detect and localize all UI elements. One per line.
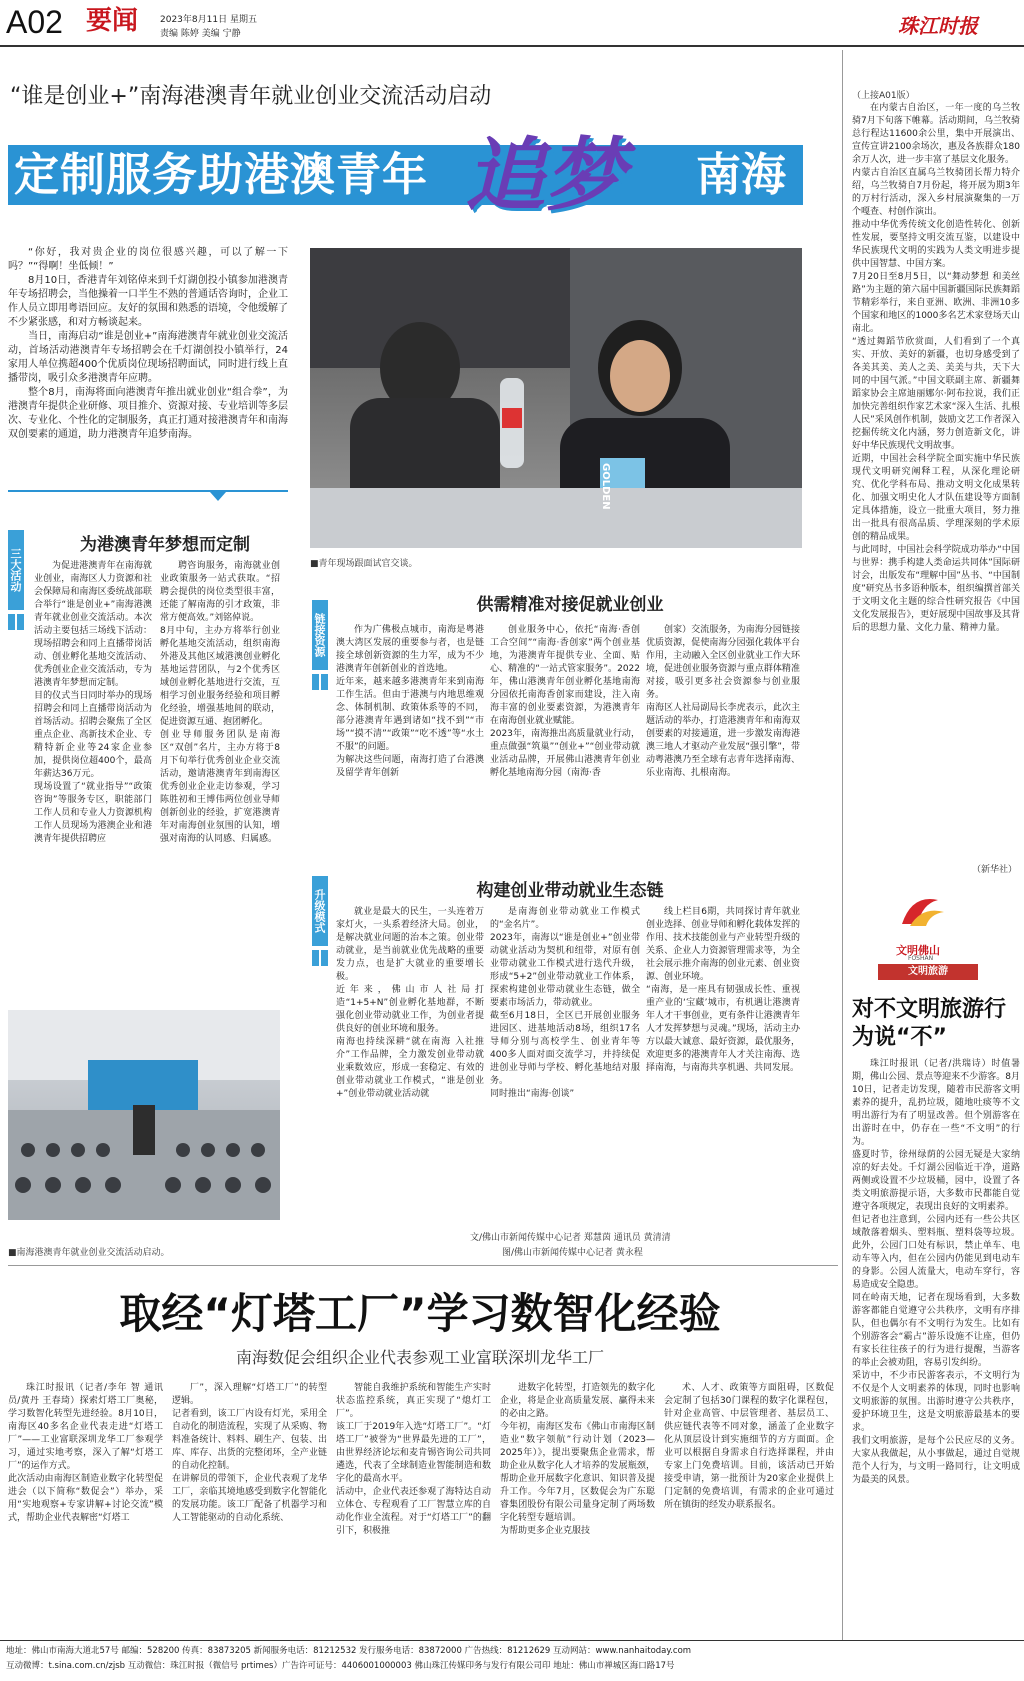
page-header: [0, 0, 1024, 44]
bottom-subhead: 南海数促会组织企业代表参观工业富联深圳龙华工厂: [235, 1348, 604, 1367]
bottom-col2: 厂”，深入理解“灯塔工厂”的转型逻辑。 记者看到，该工厂内设有灯光，采用全自动化的制造流程，实现了从采购、物料准备统计、料料、刷生产、包装、出库、库存、出货的完整闭环，全产业链的自动化控制。 在讲解员的带领下，企业代表观了龙华工厂，亲临其境地感受到数字化智能化的发展功能。该工厂配备了机器学习和人工智能驱动的自动化系统、: [172, 1383, 327, 1523]
side-label-resources: 链接资源: [312, 600, 328, 670]
bottom-col4: 进数字化转型，打造领先的数字化企业，将是企业高质量发展、赢得未来的必由之路。 今年初，南海区发布《佛山市南海区制造业“数字领航”行动计划（2023—2025年）》，提出要聚焦企业需求，帮助企业从数字化人才培养的发展瓶颈，帮助企业开展数字化意识、知识普及提升工作。今年7月，区数促会为广东聪睿集团股份有限公司量身定制了两场数字化转型专题培训。 为帮助更多企业克服技: [500, 1383, 655, 1536]
photo2-caption: ■南海港澳青年就业创业交流活动启动。: [8, 1248, 170, 1258]
intro-chevron-icon: [210, 492, 226, 501]
section-name: 要闻: [86, 6, 139, 36]
section2-col3: 创家）交流服务，为南海分园链接优质资源，促使南海分园强化载体平台作用，主动融入全区创业就业工作大环境，促进创业服务资源与重点群体精准对接，吸引更多社会资源参与创业服务。 南海区人社局副局长李虎表示，此次主题活动的举办，打造港澳青年和南海双创要素的对接通道，进一步激发南海港澳三地人才驱动产业发展“强引擎”，带动粤港澳乃至全球有志青年选择南海、乐业南海、扎根南海。: [646, 625, 800, 778]
section1-col2: 聘咨询服务，南海就业创业政策服务一站式获取。“招聘会提供的岗位类型很丰富，还能了解南海的引才政策，非常方便高效。”刘铭倬说。 8月中旬，主办方将举行创业孵化基地交流活动，组织南海外港及其他区域港澳创业孵化基地运营团队，与2个优秀区域创业孵化基地进行交流，互相学习创业服务经验和项目孵化经验，增强基地间的联动，促进资源互通、抱团孵化。 创业导师服务团队是南海区“双创”名片，主办方将于8月下旬举行优秀创业企业交流活动，邀请港澳青年到南海区优秀创业企业走访参观，学习陈胜初和王博伟两位创业导师创新创业的经验，扩宽港澳青年对南海创业氛围的认知，增强对南海的认同感、归属感。: [160, 561, 280, 844]
bottom-col1: 珠江时报讯（记者/李年 智 通讯员/黄丹 王春琦）探索灯塔工厂奥秘，学习数智化转型先进经验。8月10日，南海区40多名企业代表走进“灯塔工厂”——工业富联深圳龙华工厂参观学习，通过实地考察，深入了解“灯塔工厂”的运作方式。 此次活动由南海区制造业数字化转型促进会（以下简称“数促会”）举办，采用“实地观察+专家讲解+讨论交流”模式，帮助企业代表解密“灯塔工: [8, 1383, 163, 1523]
side-deco-2: [312, 674, 328, 690]
section2-col1: 作为广佛极点城市，南海是粤港澳大湾区发展的重要参与者，也是链接全球创新资源的生力军，成为不少港澳青年创新创业的首选地。 近年来，越来越多港澳青年来到南海工作生活。但由于港澳与内地思维观念、体制机制、政策体系等的不同，部分港澳青年遇到诸如“找不到”“市场”“摸不清”“政策”“吃不透”等“水土不服”的问题。 为解决这些问题，南海打造了台港澳及留学青年创新: [336, 625, 484, 778]
header-rule: [0, 45, 1024, 47]
section1-title: 为港澳青年梦想而定制: [80, 535, 250, 555]
editors: 责编 陈婷 美编 宁静: [160, 29, 241, 39]
paper-logo: 珠江时报: [898, 14, 978, 38]
section2-col2: 创业服务中心，依托“南海·香创工合空间”“南海·香创家”两个创业基地，为港澳青年提供专业、全面、贴心、精准的“一站式管家服务”。2022年，佛山港澳青年创业孵化基地南海分园依托南海香创家而建设，注入南海丰富的创业要素资源，为港澳青年在南海创业就业赋能。 2023年，南海推出高质量就业行动，重点做强“筑巢”“创业+”“创业带动就业活动品牌，开展佛山港澳青年创业孵化基地南海分园（南海·香: [490, 625, 640, 778]
bottom-divider: [8, 1265, 838, 1266]
photo-launch-event: [8, 1010, 280, 1220]
continued-note: （上接A01版）: [852, 91, 915, 101]
intro-p1: “你好，我对贵企业的岗位很感兴趣，可以了解一下吗？”“得啊！坐低倾！”: [8, 247, 288, 272]
section1-col1: 为促进港澳青年在南海就业创业，南海区人力资源和社会保障局和南海区委统战部联合举行“谁是创业+”南海港澳青年就业创业交流活动。本次活动主要包括三场线下活动：现场招聘会和同上直播带岗活动、创业孵化基地交流活动、优秀创业企业交流活动，专为港澳青年梦想而定制。 目的仪式当日同时举办的现场招聘会和同上直播带岗活动为首场活动。招聘会聚焦了全区重点企业、高新技术企业、专精特新企业等24家企业参加，提供岗位超400个，最高年薪达36万元。 现场设置了“就业指导”“政策咨询”等服务专区，职能部门工作人员和专业人力资源机构工作人员现场为港澳企业和港澳青年提供招聘应: [34, 561, 152, 844]
photo1-caption: ■青年现场跟面试官交谈。: [310, 559, 418, 569]
section3-col3: 线上栏目6期，共同探讨青年就业创业选择、创业导师和孵化载体发挥的作用、技术技能创业与产业转型升级的关系、企业人力资源管理需求等，为全社会展示推介南海的创业元素、创业资源、创业环境。 “南海，是一座具有韧强成长性、重视重产业的‘宝藏’城市，有机遇让港澳青年人才干事创业，更有条件让港澳青年人才发挥梦想与灵魂。”现场，活动主办方以最大诚意、最好资源，最优服务，欢迎更多的港澳青年人才关注南海、选择南海，与南海共享机遇、共同发展。: [646, 907, 800, 1073]
intro-p4: 整个8月，南海将面向港澳青年推出就业创业“组合拳”，为港澳青年提供企业研修、项目推介、资源对接、专业培训等多层次、专业化、个性化的定制服务，真正打通对接港澳青年和南海双创要素的通道，助力港澳青年追梦南海。: [8, 387, 288, 440]
headline-part-c: 南海: [696, 148, 787, 201]
footer-rule: [0, 1640, 1024, 1641]
bottle-label: GOLDEN: [600, 463, 611, 510]
section3-title: 构建创业带动就业生态链: [476, 881, 664, 901]
bottom-col3: 智能自我维护系统和智能生产实时状态监控系统，真正实现了“熄灯工厂”。 该工厂于2019年入选“灯塔工厂”。“灯塔工厂”被誉为“世界最先进的工厂”，由世界经济论坛和麦肯锡咨询公司共同遴选，代表了全球制造业智能制造和数字化的最高水平。 活动中，企业代表还参观了海特达自动立体仓、专程观看了工厂智慧立库的自动化作业全流程。对于“灯塔工厂”的翻引下，积极推: [336, 1383, 491, 1536]
intro-divider: [8, 490, 288, 492]
right-source: （新华社）: [972, 865, 1018, 875]
logo-name: 文明佛山: [896, 944, 940, 957]
intro-text: [8, 246, 288, 486]
page-number: A02: [6, 4, 63, 40]
logo-mark-icon: [892, 890, 952, 930]
footer-line1: 地址：佛山市南海大道北57号 邮编：528200 传真：83873205 新闻服务电话：81212532 发行服务电话：83872000 广告热线：81212629 互动网站：www.nanhaitoday.com: [6, 1646, 692, 1656]
issue-date: 2023年8月11日 星期五: [160, 15, 257, 25]
section3-col1: 就业是最大的民生，一头连着万家灯火，一头系着经济大局。创业，是解决就业问题的治本之策。创业带动就业，是当前就业优先战略的重要发力点，也是扩大就业的重要增长极。 近年来，佛山市人社局打造“1+5+N”创业孵化基地群，不断强化创业带动就业工作，为创业者提供良好的创业环境和服务。 南海也持续深耕“就在南海 入社推介”工作品牌，全力激发创业带动就业乘数效应，形成一套稳定、有效的创业带动就业工作模式，“谁是创业+”创业带动就业活动就: [336, 907, 484, 1099]
headline-part-a: 定制服务助港澳青年: [14, 148, 429, 201]
footer-line2: 互动微博：t.sina.com.cn/zjsb 互动微信：珠江时报（微信号 prtimes）广告许可证号：4406001000003 佛山珠江传媒印务与发行有限公司印 地址：佛山市禅城区海口路17号: [6, 1661, 675, 1671]
right-col-divider: [842, 50, 843, 1640]
bottom-col5: 术、人才、政策等方面阻碍，区数促会定制了包括30门课程的数字化课程包，针对企业高管、中层管理者、基层员工、供应链代表等不同对象，涵盖了企业数字化从顶层设计到实施细节的方方面面。企业可以根据自身需求自行选择课程，并由专家上门免费培训。目前，该活动已开始接受申请，第一批预计为20家企业提供上门定制的免费培训，有需求的企业可通过所在镇街的经发办联系报名。: [664, 1383, 834, 1510]
headline-part-b: 追梦: [465, 128, 625, 222]
logo-sub: FOSHAN: [908, 955, 934, 962]
band-civilized-travel: 文明旅游: [878, 964, 978, 980]
right-body: 在内蒙古自治区，一年一度的乌兰牧骑7月下旬落下帷幕。活动期间，乌兰牧骑总行程达11600余公里，集中开展演出、宣传宣讲2100余场次，惠及各族群众180余万人次，进一步丰富了基层文化服务。 内蒙古自治区直属乌兰牧骑团长帮力特介绍，乌兰牧骑自7月份起，将开展为期3年的万村行活动，深入乡村展演聚集的一万个嘎查、村创作演出。 推动中华优秀传统文化创造性转化、创新性发展，要坚持文明交流互鉴，以建设中华民族现代文明的实践为人类文明进步提供中国智慧、中国方案。 7月20日至8月5日，以“舞动梦想 和美丝路”为主题的第六届中国新疆国际民族舞蹈节精彩举行，来自亚洲、欧洲、非洲10多个国家和地区的1000多名艺术家登场天山南北。 “透过舞蹈节欣赏面，人们看到了一个真实、开放、美好的新疆，也切身感受到了各美其美、美人之美、美美与共，天下大同的中国气派。”中国文联副主席、新疆舞蹈家协会主席迪丽娜尔·阿布拉说，我们正加快完善组织作家艺术家“深入生活、扎根人民”采风创作机制，鼓励文艺工作者深入挖掘传统文化内涵，努力创造新文化，讲好中华民族现代文明故事。 近期，中国社会科学院全面实施中华民族现代文明研究阐释工程，从深化理论研究、优化学科布局、推动文明文化成果转化、加强文明史化人才队伍建设等方面制定具体措施，设立一批重大项目，努力推出一批具有很高品质、学理深刻的学术原创的精品成果。 与此同时，中国社会科学院成功举办“中国与世界：携手构建人类命运共同体”国际研讨会，出版发布“理解中国”丛书、“中国制度”研究丛书多语种版本，组织编撰首部关于文明文化主题的综合性研究报告《中国文化发展报告》，更好展现中国故事及其背后的思想力量、文化力量、精神力量。: [852, 103, 1020, 633]
credits-photo: 图/佛山市新闻传媒中心记者 黄永程: [502, 1248, 643, 1258]
side-label-upgrade: 升级模式: [312, 876, 328, 946]
right-body2: 珠江时报讯（记者/洪瑞诗）时值暑期，佛山公园、景点等迎来不少游客。8月10日，记者走访发现，随着市民游客文明素养的提升，乱扔垃圾，随地吐痰等不文明出游行为有了明显改善。但个别游客在出游时在中，仍存在一些“不文明”的行为。 盛夏时节，徐州绿荫的公园无疑是大家纳凉的好去处。千灯湖公园临近干净，道路两侧或设置不少垃圾桶，园中，设置了各类文明旅游提示语，大多数市民都能自觉遵守各项规定，表现出良好的文明素养。 但记者也注意到，公园内还有一些公共区域散落着烟头、塑料瓶、塑料袋等垃圾。此外，公园门口处有标识，禁止单车、电动车等入内，但在公园内仍能见到电动车的身影。公园人流量大，电动车穿行，容易造成安全隐患。 同在岭南天地，记者在现场看到，大多数游客都能自觉遵守公共秩序，文明有序排队，但也偶尔有不文明行为发生。比如有个别游客会“霸占”游乐设施不让座，但仍有家长往往孩子的行为进行提醒，当游客的举止会被劝阻，容易引发纠纷。 采访中，不少市民游客表示，不文明行为不仅是个人文明素养的体现，同时也影响文明旅游的氛围。出游时遵守公共秩序，爱护环境卫生，这是文明旅游最基本的要求。 我们文明旅游，是每个公民应尽的义务。大家从我做起，从小事做起，通过自觉规范个人行为，与文明一路同行，让文明成为最美的风景。: [852, 1059, 1020, 1485]
intro-p3: 当日，南海启动“谁是创业+”南海港澳青年就业创业交流活动，首场活动港澳青年专场招聘会在千灯湖创投小镇举行，24家用人单位携超400个优质岗位现场招聘面试，同时进行线上直播带岗，吸引众多港澳青年应聘。: [8, 331, 288, 384]
civilized-foshan-logo: [892, 890, 952, 930]
section3-col2: 是南海创业带动就业工作模式的“金名片”。 2023年，南海以“谁是创业+”创业带动就业活动为契机和纽带，对原有创业带动就业工作模式进行迭代升级，形成“5+2”创业带动就业工作体系，探索构建创业带动就业生态链，做全要素市场活力，带动就业。 截至6月18日，全区已开展创业服务进园区、进基地活动8场，组织17名导师分别与高校学生、创业青年等400多人面对面交流学习，并持续促进创业导师与学校、孵化基地结对服务。 同时推出“南海·创谈”: [490, 907, 640, 1099]
bottom-headline: 取经“灯塔工厂”学习数智化经验: [119, 1289, 721, 1338]
side-deco-3: [312, 950, 328, 966]
side-deco-1: [8, 614, 24, 630]
kicker: “谁是创业+”南海港澳青年就业创业交流活动启动: [10, 84, 492, 109]
intro-p2: 8月10日，香港青年刘铭倬来到千灯湖创投小镇参加港澳青年专场招聘会，当他操着一口半生不熟的普通话咨询时，企业工作人员立即用粤语回应。友好的氛围和熟悉的语境，令他缓解了不少紧张感，和对方畅谈起来。: [8, 275, 288, 328]
photo-launch-art: [8, 1010, 280, 1220]
photo-interview: [310, 248, 802, 548]
section2-title: 供需精准对接促就业创业: [476, 595, 664, 615]
credits-text: 文/佛山市新闻传媒中心记者 郑慧茵 通讯员 黄清清: [470, 1233, 671, 1243]
right-headline: 对不文明旅游行为说“不”: [852, 997, 1007, 1050]
side-label-activities: 三大活动: [8, 530, 24, 610]
photo-interview-art: [310, 248, 802, 548]
